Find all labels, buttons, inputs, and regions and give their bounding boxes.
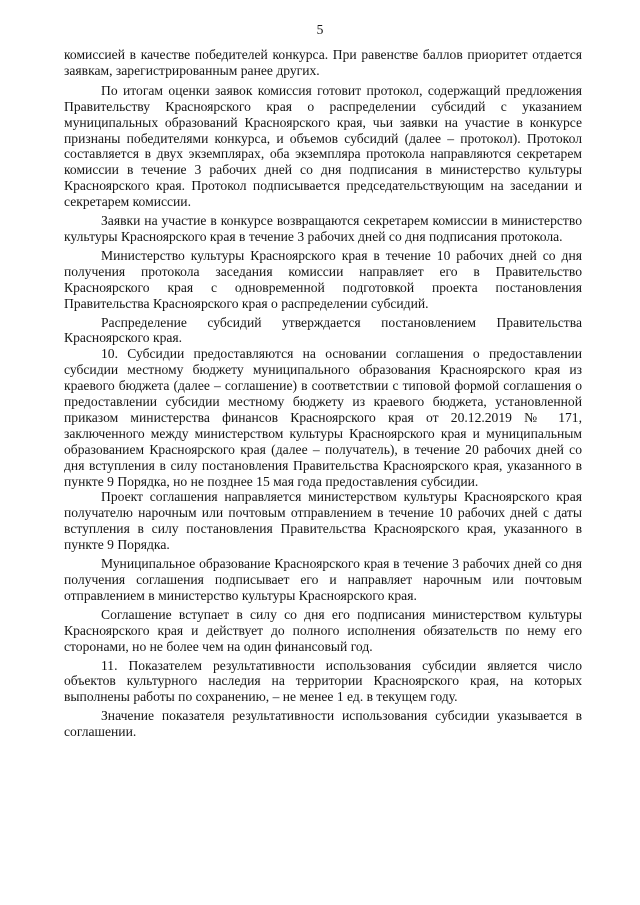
paragraph-ministry-sends-protocol: Министерство культуры Красноярского края в течение 10 рабочих дней со дня получения протокола заседания комиссии направляет его в Правительство Красноярского края с одновременной подготовкой проекта постановления Правительства Красноярского края о распределении субсидий. <box>64 247 582 311</box>
page-number: 5 <box>316 22 324 37</box>
paragraph-municipality-signs: Муниципальное образование Красноярского края в течение 3 рабочих дней со дня получения соглашения подписывает его и направляет нарочным или почтовым отправлением в министерство культуры Красноярского края. <box>64 556 582 603</box>
paragraph-item-11: 11. Показателем результативности использования субсидии является число объектов культурного наследия на территории Красноярского края, на которых выполнены работы по сохранению, – не менее 1 ед. в текущем году. <box>64 657 582 705</box>
paragraph-applications-return: Заявки на участие в конкурсе возвращаются секретарем комиссии в министерство культуры Красноярского края в течение 3 рабочих дней со дня подписания протокола. <box>64 213 582 244</box>
paragraph-agreement-effective: Соглашение вступает в силу со дня его подписания министерством культуры Красноярского края и действует до полного исполнения обязательств по нему его сторонами, но не более чем на один финансовый год. <box>64 606 582 654</box>
paragraph-distribution-approval: Распределение субсидий утверждается постановлением Правительства Красноярского края. <box>64 314 582 346</box>
paragraph-item-10: 10. Субсидии предоставляются на основании соглашения о предоставлении субсидии местному бюджету муниципального образования Красноярского края из краевого бюджета (далее – соглашение) в соответствии с типовой формой соглашения о предоставлении субсидии местному бюджету из краевого бюджета, установленной приказом министерства финансов Красноярского края от 20.12.2019 № 171, заключенного между министерством культуры Красноярского края и муниципальным образованием Красноярского края (далее – получатель), в течение 20 рабочих дней со дня вступления в силу постановления Правительства Красноярского края, указанного в пункте 9 Порядка, но не позднее 15 мая года предоставления субсидии. <box>64 346 582 489</box>
paragraph-draft-agreement: Проект соглашения направляется министерством культуры Красноярского края получателю нарочным или почтовым отправлением в течение 10 рабочих дней с даты вступления в силу постановления Правительства Красноярского края, указанного в пункте 9 Порядка. <box>64 489 582 553</box>
paragraph-protocol: По итогам оценки заявок комиссия готовит протокол, содержащий предложения Правительству Красноярского края о распределении субсидий с указанием муниципальных образований Красноярского края, чьи заявки на участие в конкурсе признаны победителями конкурса, и объемов субсидий (далее – протокол). Протокол составляется в двух экземплярах, оба экземпляра протокола направляются секретарем комиссии в течение 3 рабочих дней со дня подписания в министерство культуры Красноярского края. Протокол подписывается председательствующим на заседании и секретарем комиссии. <box>64 82 582 210</box>
document-body <box>64 47 582 740</box>
paragraph-indicator-value: Значение показателя результативности использования субсидии указывается в соглашении. <box>64 708 582 740</box>
paragraph-continuation: комиссией в качестве победителей конкурса. При равенстве баллов приоритет отдается заявкам, зарегистрированным ранее других. <box>64 47 582 78</box>
